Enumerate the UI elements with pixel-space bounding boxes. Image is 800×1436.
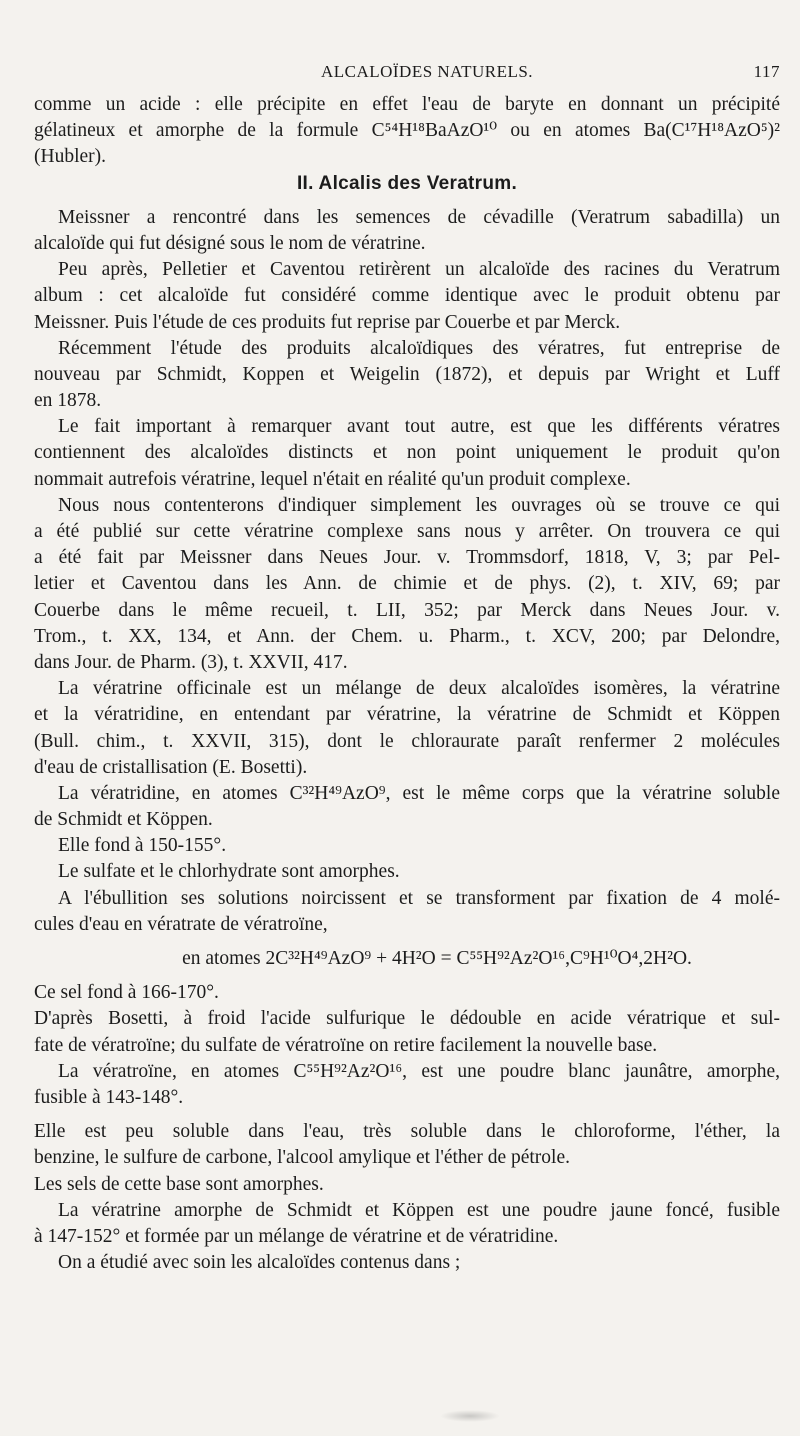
formula-line: en atomes 2C³²H⁴⁹AzO⁹ + 4H²O = C⁵⁵H⁹²Az²O¹⁶,C⁹H¹⁰O⁴,2H²O. xyxy=(182,948,692,969)
text-line: contiennent des alcaloïdes distincts et non point uniquement le produit qu'on xyxy=(34,442,780,464)
text-line: Trom., t. XX, 134, et Ann. der Chem. u. Pharm., t. XCV, 200; par Delondre, xyxy=(34,625,780,647)
text-line: dans Jour. de Pharm. (3), t. XXVII, 417. xyxy=(34,651,348,673)
text-line: fusible à 143-148°. xyxy=(34,1086,184,1108)
text-line: alcaloïde qui fut désigné sous le nom de vératrine. xyxy=(34,232,426,254)
text-line: cules d'eau en vératrate de vératroïne, xyxy=(34,913,328,935)
text-line: Couerbe dans le même recueil, t. LII, 352; par Merck dans Neues Jour. v. xyxy=(34,599,780,621)
running-title: ALCALOÏDES NATURELS. xyxy=(320,62,534,81)
text-line: Le fait important à remarquer avant tout autre, est que les différents vératres xyxy=(58,416,780,438)
text-line: a été fait par Meissner dans Neues Jour. v. Trommsdorf, 1818, V, 3; par Pel- xyxy=(34,547,780,569)
text-line: comme un acide : elle précipite en effet l'eau de baryte en donnant un précipité xyxy=(34,94,780,115)
text-line: Les sels de cette base sont amorphes. xyxy=(34,1173,324,1195)
text-line: La vératridine, en atomes C³²H⁴⁹AzO⁹, est le même corps que la vératrine soluble xyxy=(58,782,780,804)
text-line: La vératroïne, en atomes C⁵⁵H⁹²Az²O¹⁶, est une poudre blanc jaunâtre, amorphe, xyxy=(58,1060,780,1082)
text-line: d'eau de cristallisation (E. Bosetti). xyxy=(34,756,308,778)
spacer xyxy=(34,197,780,205)
print-smudge xyxy=(440,1410,500,1422)
text-line: Récemment l'étude des produits alcaloïdiques des vératres, fut entreprise de xyxy=(58,337,780,359)
text-line: en 1878. xyxy=(34,390,102,412)
text-line: Nous nous contenterons d'indiquer simplement les ouvrages où se trouve ce qui xyxy=(58,494,780,516)
text-line: (Bull. chim., t. XXVII, 315), dont le chloraurate paraît renfermer 2 molécules xyxy=(34,730,780,752)
text-line: Elle fond à 150-155°. xyxy=(58,835,227,857)
text-line: à 147-152° et formée par un mélange de vératrine et de vératridine. xyxy=(34,1225,559,1247)
text-line: La vératrine officinale est un mélange de deux alcaloïdes isomères, la vératrine xyxy=(58,678,780,700)
text-line: benzine, le sulfure de carbone, l'alcool amylique et l'éther de pétrole. xyxy=(34,1147,571,1169)
text-line: Meissner. Puis l'étude de ces produits fut reprise par Couerbe et par Merck. xyxy=(34,311,621,333)
text-line: nouveau par Schmidt, Koppen et Weigelin (1872), et depuis par Wright et Luff xyxy=(34,363,780,385)
text-line: gélatineux et amorphe de la formule C⁵⁴H¹⁸BaAzO¹⁰ ou en atomes Ba(C¹⁷H¹⁸AzO⁵)² xyxy=(34,120,780,142)
page-body xyxy=(34,92,780,1276)
text-line: Elle est peu soluble dans l'eau, très soluble dans le chloroforme, l'éther, la xyxy=(34,1121,780,1143)
text-line: fate de vératroïne; du sulfate de vératroïne on retire facilement la nouvelle base. xyxy=(34,1034,658,1056)
text-line: album : cet alcaloïde fut considéré comme identique avec le produit obtenu par xyxy=(34,285,780,307)
text-line: Meissner a rencontré dans les semences de cévadille (Veratrum sabadilla) un xyxy=(58,206,780,228)
text-line: de Schmidt et Köppen. xyxy=(34,809,213,831)
text-line: D'après Bosetti, à froid l'acide sulfurique le dédouble en acide vératrique et sul- xyxy=(34,1008,780,1030)
text-line: On a étudié avec soin les alcaloïdes contenus dans ; xyxy=(58,1252,461,1274)
text-line: a été publié sur cette vératrine complexe sans nous y arrêter. On trouvera ce qui xyxy=(34,521,780,542)
section-heading xyxy=(34,171,780,197)
spacer xyxy=(34,972,780,980)
page-header xyxy=(34,62,780,86)
text-line: et la vératridine, en entendant par vératrine, la vératrine de Schmidt et Köppen xyxy=(34,704,780,726)
spacer xyxy=(34,1111,780,1119)
text-line: A l'ébullition ses solutions noircissent et se transforment par fixation de 4 molé- xyxy=(58,887,780,909)
text-line: letier et Caventou dans les Ann. de chimie et de phys. (2), t. XIV, 69; par xyxy=(34,573,780,595)
text-line: Peu après, Pelletier et Caventou retirèrent un alcaloïde des racines du Veratrum xyxy=(58,259,780,281)
text-line: Ce sel fond à 166-170°. xyxy=(34,982,219,1004)
text-line: La vératrine amorphe de Schmidt et Köppen est une poudre jaune foncé, fusible xyxy=(58,1199,780,1221)
section-heading-text: II. Alcalis des Veratrum. xyxy=(296,172,518,194)
page-number: 117 xyxy=(753,62,780,81)
text-line: Le sulfate et le chlorhydrate sont amorphes. xyxy=(58,861,400,883)
spacer xyxy=(34,938,780,946)
text-line: nommait autrefois vératrine, lequel n'était en réalité qu'un produit complexe. xyxy=(34,468,631,490)
text-line: (Hubler). xyxy=(34,146,107,168)
